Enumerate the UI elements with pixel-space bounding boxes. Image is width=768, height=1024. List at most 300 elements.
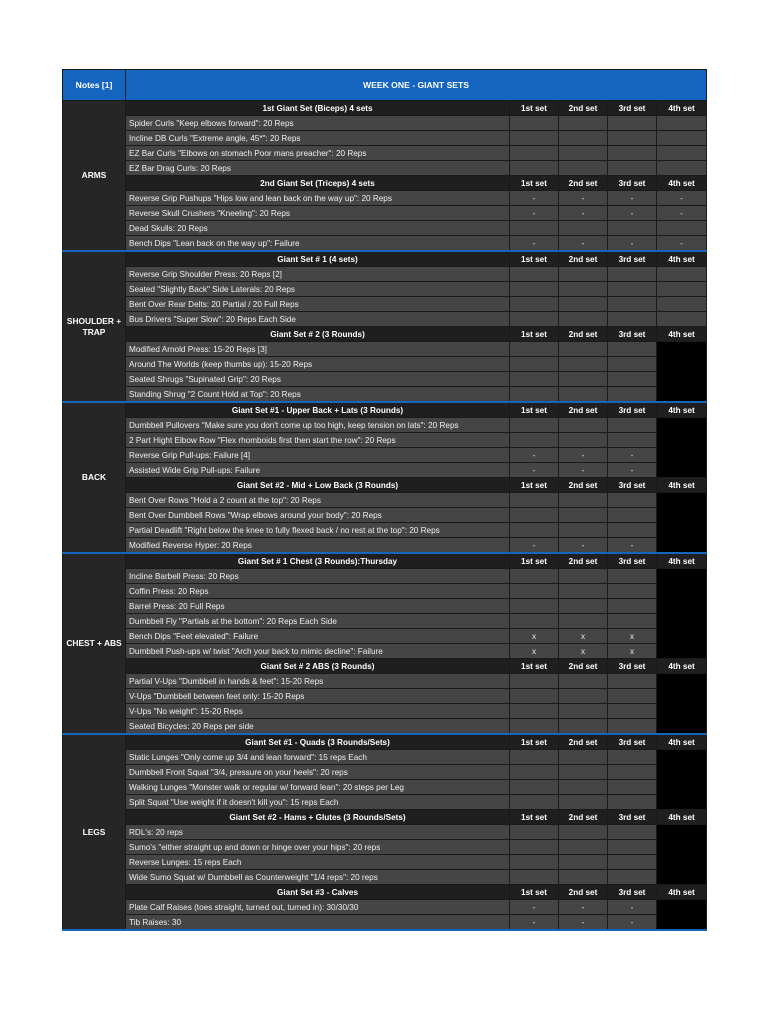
- set-cell[interactable]: [510, 780, 559, 795]
- exercise-row: [63, 719, 707, 735]
- set-cell[interactable]: -: [608, 206, 657, 221]
- giant-set-header-row: [63, 810, 707, 825]
- set-column-label: 1st set: [510, 101, 559, 116]
- set-cell[interactable]: x: [608, 644, 657, 659]
- exercise-name: Partial V-Ups "Dumbbell in hands & feet": 15-20 Reps: [126, 674, 510, 689]
- exercise-row: [63, 206, 707, 221]
- giant-set-title: 1st Giant Set (Biceps) 4 sets: [126, 101, 510, 116]
- set-cell[interactable]: [559, 614, 608, 629]
- set-cell[interactable]: -: [559, 915, 608, 931]
- set-column-label: 3rd set: [608, 251, 657, 267]
- set-cell[interactable]: [510, 750, 559, 765]
- set-column-label: 3rd set: [608, 659, 657, 674]
- category-label: BACK: [63, 402, 126, 553]
- exercise-name: Plate Calf Raises (toes straight, turned out, turned in): 30/30/30: [126, 900, 510, 915]
- set-cell[interactable]: -: [559, 463, 608, 478]
- set-column-label: 3rd set: [608, 176, 657, 191]
- set-column-label: 2nd set: [559, 327, 608, 342]
- set-cell[interactable]: [559, 282, 608, 297]
- exercise-name: Seated Bicycles: 20 Reps per side: [126, 719, 510, 735]
- set-cell[interactable]: [510, 282, 559, 297]
- exercise-name: Around The Worlds (keep thumbs up): 15-20 Reps: [126, 357, 510, 372]
- set-cell[interactable]: [559, 825, 608, 840]
- set-column-label: 1st set: [510, 251, 559, 267]
- giant-set-title: Giant Set #1 - Quads (3 Rounds/Sets): [126, 734, 510, 750]
- set-cell[interactable]: [559, 870, 608, 885]
- exercise-row: [63, 221, 707, 236]
- set-cell[interactable]: [559, 312, 608, 327]
- set-cell[interactable]: [510, 418, 559, 433]
- giant-set-title: Giant Set #2 - Hams + Glutes (3 Rounds/Sets): [126, 810, 510, 825]
- set-column-label: 4th set: [657, 553, 707, 569]
- set-cell[interactable]: [510, 221, 559, 236]
- set-cell[interactable]: [608, 750, 657, 765]
- set-cell[interactable]: [608, 704, 657, 719]
- exercise-name: Reverse Lunges: 15 reps Each: [126, 855, 510, 870]
- set-cell[interactable]: [510, 599, 559, 614]
- exercise-name: Dumbbell Fly "Partials at the bottom": 20 Reps Each Side: [126, 614, 510, 629]
- set-column-label: 2nd set: [559, 402, 608, 418]
- unused-fourth-set-block: [657, 493, 707, 554]
- set-column-label: 3rd set: [608, 553, 657, 569]
- exercise-name: Sumo's "either straight up and down or hinge over your hips": 20 reps: [126, 840, 510, 855]
- set-column-label: 1st set: [510, 734, 559, 750]
- set-column-label: 2nd set: [559, 101, 608, 116]
- exercise-name: V-Ups "Dumbbell between feet only: 15-20 Reps: [126, 689, 510, 704]
- set-cell[interactable]: [657, 161, 707, 176]
- set-cell[interactable]: -: [608, 915, 657, 931]
- set-cell[interactable]: -: [510, 463, 559, 478]
- set-cell[interactable]: x: [608, 629, 657, 644]
- unused-fourth-set-block: [657, 900, 707, 931]
- set-cell[interactable]: [559, 840, 608, 855]
- exercise-name: EZ Bar Curls "Elbows on stomach Poor mans preacher": 20 Reps: [126, 146, 510, 161]
- set-cell[interactable]: -: [657, 206, 707, 221]
- set-column-label: 1st set: [510, 402, 559, 418]
- set-cell[interactable]: [559, 584, 608, 599]
- set-column-label: 3rd set: [608, 327, 657, 342]
- set-column-label: 2nd set: [559, 659, 608, 674]
- set-cell[interactable]: [510, 719, 559, 735]
- set-cell[interactable]: [510, 523, 559, 538]
- exercise-row: [63, 584, 707, 599]
- set-cell[interactable]: [608, 433, 657, 448]
- exercise-row: [63, 161, 707, 176]
- set-cell[interactable]: [510, 840, 559, 855]
- exercise-name: Seated Shrugs "Supinated Grip": 20 Reps: [126, 372, 510, 387]
- set-cell[interactable]: [608, 387, 657, 403]
- set-cell[interactable]: [510, 312, 559, 327]
- exercise-row: [63, 297, 707, 312]
- set-cell[interactable]: [510, 870, 559, 885]
- exercise-row: [63, 357, 707, 372]
- set-cell[interactable]: [510, 267, 559, 282]
- exercise-row: [63, 900, 707, 915]
- set-cell[interactable]: [559, 508, 608, 523]
- exercise-row: [63, 840, 707, 855]
- set-cell[interactable]: [559, 569, 608, 584]
- set-cell[interactable]: -: [510, 236, 559, 252]
- notes-header: Notes [1]: [63, 70, 126, 101]
- set-cell[interactable]: x: [559, 629, 608, 644]
- giant-set-header-row: [63, 402, 707, 418]
- set-cell[interactable]: -: [559, 900, 608, 915]
- set-cell[interactable]: [510, 433, 559, 448]
- set-cell[interactable]: [608, 131, 657, 146]
- set-cell[interactable]: [657, 131, 707, 146]
- set-column-label: 4th set: [657, 734, 707, 750]
- set-column-label: 1st set: [510, 176, 559, 191]
- set-cell[interactable]: [608, 870, 657, 885]
- set-cell[interactable]: [657, 116, 707, 131]
- exercise-name: Bent Over Rear Delts: 20 Partial / 20 Full Reps: [126, 297, 510, 312]
- unused-fourth-set-block: [657, 825, 707, 885]
- set-column-label: 2nd set: [559, 885, 608, 900]
- set-cell[interactable]: -: [657, 236, 707, 252]
- exercise-row: [63, 448, 707, 463]
- set-cell[interactable]: [608, 297, 657, 312]
- giant-set-header-row: [63, 101, 707, 116]
- unused-fourth-set-block: [657, 750, 707, 810]
- exercise-name: Split Squat "Use weight if it doesn't kill you": 15 reps Each: [126, 795, 510, 810]
- set-cell[interactable]: [510, 357, 559, 372]
- set-cell[interactable]: [559, 267, 608, 282]
- set-column-label: 2nd set: [559, 176, 608, 191]
- set-column-label: 2nd set: [559, 734, 608, 750]
- set-cell[interactable]: -: [510, 900, 559, 915]
- set-cell[interactable]: [559, 599, 608, 614]
- exercise-row: [63, 825, 707, 840]
- giant-set-title: Giant Set #2 - Mid + Low Back (3 Rounds): [126, 478, 510, 493]
- exercise-name: RDL's: 20 reps: [126, 825, 510, 840]
- exercise-name: Incline Barbell Press: 20 Reps: [126, 569, 510, 584]
- set-cell[interactable]: [608, 674, 657, 689]
- section-legs: [63, 734, 707, 930]
- exercise-row: [63, 750, 707, 765]
- set-cell[interactable]: [559, 750, 608, 765]
- set-cell[interactable]: [559, 131, 608, 146]
- exercise-name: Reverse Grip Pull-ups: Failure [4]: [126, 448, 510, 463]
- set-cell[interactable]: -: [608, 236, 657, 252]
- giant-set-title: 2nd Giant Set (Triceps) 4 sets: [126, 176, 510, 191]
- exercise-name: Wide Sumo Squat w/ Dumbbell as Counterweight "1/4 reps": 20 reps: [126, 870, 510, 885]
- set-cell[interactable]: x: [510, 629, 559, 644]
- set-column-label: 1st set: [510, 810, 559, 825]
- set-column-label: 1st set: [510, 327, 559, 342]
- set-cell[interactable]: [559, 342, 608, 357]
- exercise-name: Dead Skulls: 20 Reps: [126, 221, 510, 236]
- exercise-row: [63, 614, 707, 629]
- set-column-label: 1st set: [510, 885, 559, 900]
- giant-set-header-row: [63, 553, 707, 569]
- exercise-name: Bent Over Rows "Hold a 2 count at the top": 20 Reps: [126, 493, 510, 508]
- set-cell[interactable]: [510, 342, 559, 357]
- set-cell[interactable]: x: [559, 644, 608, 659]
- exercise-name: Standing Shrug "2 Count Hold at Top": 20 Reps: [126, 387, 510, 403]
- set-cell[interactable]: [608, 584, 657, 599]
- set-cell[interactable]: [510, 765, 559, 780]
- set-column-label: 2nd set: [559, 553, 608, 569]
- set-cell[interactable]: [608, 221, 657, 236]
- exercise-name: Modified Arnold Press: 15-20 Reps [3]: [126, 342, 510, 357]
- exercise-row: [63, 569, 707, 584]
- set-cell[interactable]: [608, 418, 657, 433]
- giant-set-header-row: [63, 327, 707, 342]
- set-cell[interactable]: [510, 493, 559, 508]
- category-label: ARMS: [63, 101, 126, 252]
- set-cell[interactable]: [657, 267, 707, 282]
- set-cell[interactable]: -: [657, 191, 707, 206]
- exercise-name: Bench Dips "Feet elevated": Failure: [126, 629, 510, 644]
- set-cell[interactable]: [657, 297, 707, 312]
- set-column-label: 1st set: [510, 478, 559, 493]
- giant-set-title: Giant Set # 2 ABS (3 Rounds): [126, 659, 510, 674]
- exercise-name: Bent Over Dumbbell Rows "Wrap elbows around your body": 20 Reps: [126, 508, 510, 523]
- set-cell[interactable]: [608, 161, 657, 176]
- exercise-row: [63, 372, 707, 387]
- set-cell[interactable]: -: [510, 915, 559, 931]
- set-column-label: 4th set: [657, 327, 707, 342]
- exercise-name: Bus Drivers "Super Slow": 20 Reps Each Side: [126, 312, 510, 327]
- exercise-name: Tib Raises: 30: [126, 915, 510, 931]
- giant-set-header-row: [63, 734, 707, 750]
- set-column-label: 3rd set: [608, 478, 657, 493]
- set-cell[interactable]: -: [510, 206, 559, 221]
- unused-fourth-set-block: [657, 342, 707, 403]
- exercise-name: Spider Curls "Keep elbows forward": 20 Reps: [126, 116, 510, 131]
- set-cell[interactable]: [608, 312, 657, 327]
- set-cell[interactable]: -: [559, 236, 608, 252]
- set-cell[interactable]: [510, 674, 559, 689]
- set-cell[interactable]: [608, 780, 657, 795]
- set-cell[interactable]: [608, 523, 657, 538]
- exercise-row: [63, 765, 707, 780]
- exercise-row: [63, 508, 707, 523]
- set-cell[interactable]: -: [608, 191, 657, 206]
- set-cell[interactable]: [510, 825, 559, 840]
- unused-fourth-set-block: [657, 674, 707, 735]
- category-label: LEGS: [63, 734, 126, 930]
- exercise-row: [63, 780, 707, 795]
- exercise-name: Incline DB Curls "Extreme angle, 45*": 20 Reps: [126, 131, 510, 146]
- exercise-row: [63, 131, 707, 146]
- giant-set-header-row: [63, 478, 707, 493]
- exercise-row: [63, 463, 707, 478]
- set-cell[interactable]: [608, 614, 657, 629]
- exercise-row: [63, 689, 707, 704]
- set-cell[interactable]: [608, 357, 657, 372]
- set-cell[interactable]: [608, 372, 657, 387]
- set-cell[interactable]: [510, 614, 559, 629]
- exercise-name: Seated "Slightly Back" Side Laterals: 20 Reps: [126, 282, 510, 297]
- set-cell[interactable]: [608, 689, 657, 704]
- exercise-name: Dumbbell Push-ups w/ twist "Arch your back to mimic decline": Failure: [126, 644, 510, 659]
- exercise-row: [63, 915, 707, 931]
- giant-set-title: Giant Set # 1 (4 sets): [126, 251, 510, 267]
- exercise-name: EZ Bar Drag Curls: 20 Reps: [126, 161, 510, 176]
- set-cell[interactable]: [559, 855, 608, 870]
- set-cell[interactable]: [559, 674, 608, 689]
- exercise-row: [63, 116, 707, 131]
- set-cell[interactable]: [559, 719, 608, 735]
- set-cell[interactable]: [608, 508, 657, 523]
- set-cell[interactable]: [608, 146, 657, 161]
- set-cell[interactable]: [510, 116, 559, 131]
- set-column-label: 4th set: [657, 478, 707, 493]
- exercise-name: Modified Reverse Hyper: 20 Reps: [126, 538, 510, 554]
- set-cell[interactable]: [510, 584, 559, 599]
- exercise-name: Walking Lunges "Monster walk or regular w/ forward lean": 20 steps per Leg: [126, 780, 510, 795]
- exercise-row: [63, 795, 707, 810]
- set-cell[interactable]: [657, 312, 707, 327]
- set-cell[interactable]: [559, 418, 608, 433]
- set-column-label: 4th set: [657, 885, 707, 900]
- set-cell[interactable]: -: [608, 463, 657, 478]
- giant-set-title: Giant Set #1 - Upper Back + Lats (3 Rounds): [126, 402, 510, 418]
- exercise-name: Reverse Skull Crushers "Kneeling": 20 Reps: [126, 206, 510, 221]
- set-cell[interactable]: [510, 297, 559, 312]
- set-cell[interactable]: [559, 146, 608, 161]
- giant-set-header-row: [63, 885, 707, 900]
- set-column-label: 4th set: [657, 402, 707, 418]
- set-cell[interactable]: [608, 569, 657, 584]
- giant-set-title: Giant Set # 1 Chest (3 Rounds):Thursday: [126, 553, 510, 569]
- exercise-name: Static Lunges "Only come up 3/4 and lean forward": 15 reps Each: [126, 750, 510, 765]
- set-cell[interactable]: [559, 387, 608, 403]
- set-cell[interactable]: [510, 569, 559, 584]
- set-cell[interactable]: [559, 523, 608, 538]
- exercise-row: [63, 342, 707, 357]
- set-cell[interactable]: -: [559, 538, 608, 554]
- exercise-name: Reverse Grip Shoulder Press: 20 Reps [2]: [126, 267, 510, 282]
- exercise-name: Barrel Press: 20 Full Reps: [126, 599, 510, 614]
- set-column-label: 4th set: [657, 101, 707, 116]
- set-cell[interactable]: [559, 780, 608, 795]
- set-column-label: 4th set: [657, 659, 707, 674]
- set-cell[interactable]: -: [510, 448, 559, 463]
- set-cell[interactable]: -: [559, 206, 608, 221]
- exercise-name: Coffin Press: 20 Reps: [126, 584, 510, 599]
- set-column-label: 1st set: [510, 659, 559, 674]
- set-cell[interactable]: x: [510, 644, 559, 659]
- exercise-row: [63, 855, 707, 870]
- set-cell[interactable]: [657, 221, 707, 236]
- set-cell[interactable]: [608, 840, 657, 855]
- giant-set-header-row: [63, 251, 707, 267]
- set-cell[interactable]: [559, 433, 608, 448]
- header-row: [63, 70, 707, 101]
- exercise-row: [63, 870, 707, 885]
- set-cell[interactable]: [559, 357, 608, 372]
- set-cell[interactable]: -: [608, 448, 657, 463]
- exercise-row: [63, 538, 707, 554]
- set-cell[interactable]: [608, 855, 657, 870]
- set-cell[interactable]: [510, 372, 559, 387]
- set-column-label: 4th set: [657, 176, 707, 191]
- set-cell[interactable]: [510, 508, 559, 523]
- set-cell[interactable]: -: [559, 191, 608, 206]
- set-cell[interactable]: [608, 282, 657, 297]
- set-cell[interactable]: -: [510, 538, 559, 554]
- section-back: [63, 402, 707, 553]
- exercise-name: Assisted Wide Grip Pull-ups: Failure: [126, 463, 510, 478]
- exercise-row: [63, 236, 707, 252]
- exercise-name: Dumbbell Pullovers "Make sure you don't come up too high, keep tension on lats": 20 Reps: [126, 418, 510, 433]
- set-cell[interactable]: [510, 704, 559, 719]
- set-cell[interactable]: [559, 372, 608, 387]
- exercise-row: [63, 629, 707, 644]
- giant-set-header-row: [63, 176, 707, 191]
- set-cell[interactable]: [510, 161, 559, 176]
- exercise-name: Partial Deadlift "Right below the knee to fully flexed back / no rest at the top": 20 Reps: [126, 523, 510, 538]
- set-column-label: 3rd set: [608, 810, 657, 825]
- set-cell[interactable]: -: [559, 448, 608, 463]
- set-column-label: 3rd set: [608, 101, 657, 116]
- set-cell[interactable]: [608, 719, 657, 735]
- set-column-label: 1st set: [510, 553, 559, 569]
- category-label: CHEST + ABS: [63, 553, 126, 734]
- set-column-label: 3rd set: [608, 734, 657, 750]
- set-cell[interactable]: [559, 493, 608, 508]
- set-cell[interactable]: [559, 795, 608, 810]
- set-cell[interactable]: [559, 297, 608, 312]
- set-cell[interactable]: [559, 161, 608, 176]
- set-cell[interactable]: [608, 765, 657, 780]
- set-cell[interactable]: [608, 795, 657, 810]
- set-cell[interactable]: [608, 493, 657, 508]
- set-cell[interactable]: [608, 825, 657, 840]
- exercise-row: [63, 523, 707, 538]
- set-cell[interactable]: [608, 342, 657, 357]
- set-cell[interactable]: [510, 795, 559, 810]
- set-cell[interactable]: [510, 131, 559, 146]
- set-cell[interactable]: [559, 704, 608, 719]
- category-label: SHOULDER + TRAP: [63, 251, 126, 402]
- exercise-name: Bench Dips "Lean back on the way up": Failure: [126, 236, 510, 252]
- giant-set-header-row: [63, 659, 707, 674]
- set-cell[interactable]: [559, 765, 608, 780]
- set-cell[interactable]: [608, 599, 657, 614]
- set-cell[interactable]: [559, 689, 608, 704]
- set-cell[interactable]: [608, 267, 657, 282]
- set-cell[interactable]: [510, 689, 559, 704]
- set-cell[interactable]: [510, 387, 559, 403]
- giant-set-title: Giant Set #3 - Calves: [126, 885, 510, 900]
- set-cell[interactable]: [559, 221, 608, 236]
- exercise-row: [63, 282, 707, 297]
- exercise-row: [63, 674, 707, 689]
- exercise-row: [63, 418, 707, 433]
- set-cell[interactable]: [608, 116, 657, 131]
- set-cell[interactable]: [657, 146, 707, 161]
- set-cell[interactable]: [559, 116, 608, 131]
- set-column-label: 3rd set: [608, 402, 657, 418]
- exercise-row: [63, 704, 707, 719]
- exercise-name: Reverse Grip Pushups "Hips low and lean back on the way up": 20 Reps: [126, 191, 510, 206]
- set-cell[interactable]: [510, 146, 559, 161]
- exercise-name: V-Ups "No weight": 15-20 Reps: [126, 704, 510, 719]
- exercise-row: [63, 191, 707, 206]
- set-cell[interactable]: -: [510, 191, 559, 206]
- set-column-label: 2nd set: [559, 478, 608, 493]
- set-cell[interactable]: [657, 282, 707, 297]
- set-cell[interactable]: -: [608, 900, 657, 915]
- section-arms: [63, 101, 707, 252]
- set-cell[interactable]: [510, 855, 559, 870]
- exercise-row: [63, 387, 707, 403]
- unused-fourth-set-block: [657, 569, 707, 659]
- set-cell[interactable]: -: [608, 538, 657, 554]
